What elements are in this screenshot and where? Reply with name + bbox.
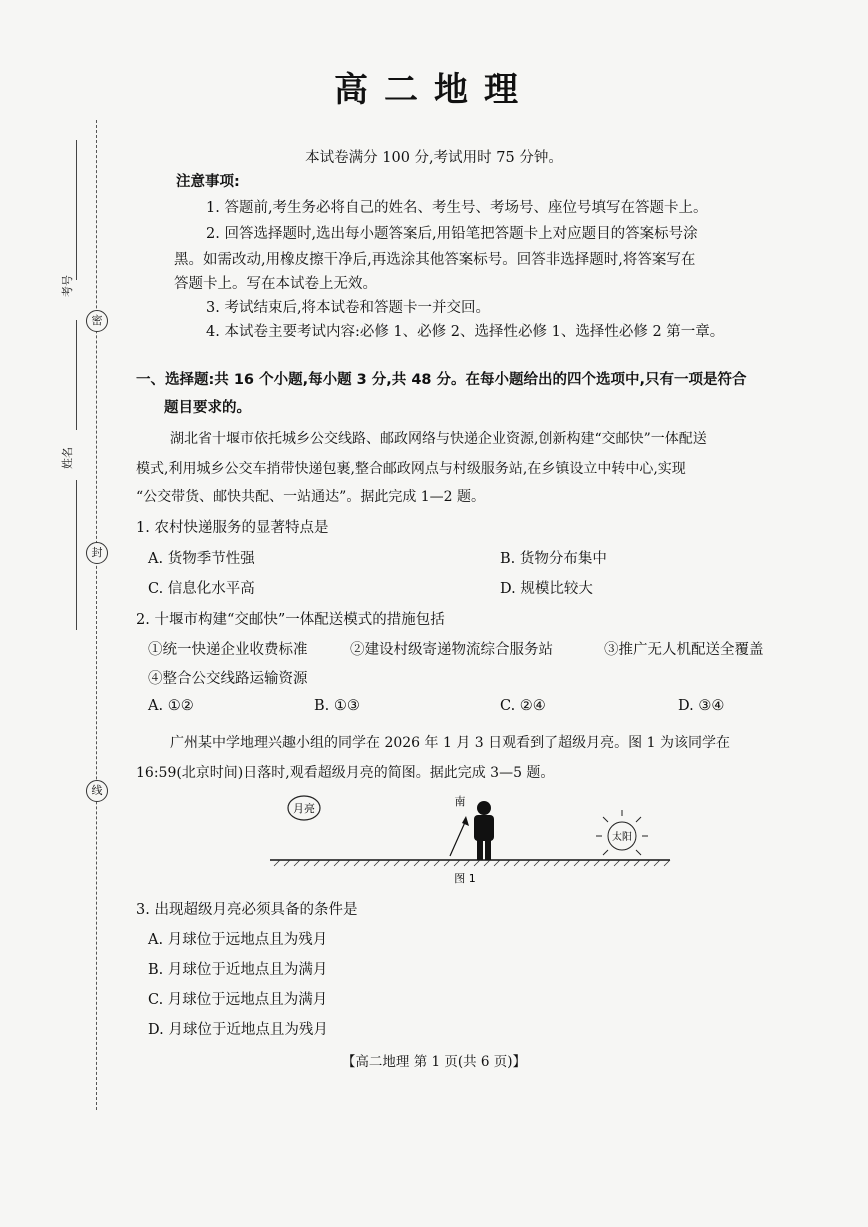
figure-1-diagram — [260, 788, 680, 884]
question-2-statement-2: ②建设村级寄递物流综合服务站 — [350, 642, 553, 658]
binding-dashed-line — [96, 120, 97, 1110]
question-3-stem: 3. 出现超级月亮必须具备的条件是 — [136, 902, 358, 918]
passage1-line3: “公交带货、邮快共配、一站通达”。据此完成 1—2 题。 — [136, 489, 486, 505]
section-heading-line1: 一、选择题:共 16 个小题,每小题 3 分,共 48 分。在每小题给出的四个选项中,只有一项是符合 — [136, 372, 747, 388]
question-2-option-b: B. ①③ — [314, 698, 360, 714]
name-underline-top — [76, 320, 77, 430]
question-2-option-c: C. ②④ — [500, 698, 546, 714]
view-direction-arrow — [450, 820, 466, 856]
seal-mark-xian: 线 — [86, 780, 108, 802]
note-item-1: 1. 答题前,考生务必将自己的姓名、考生号、考场号、座位号填写在答题卡上。 — [206, 200, 708, 216]
question-2-option-a: A. ①② — [148, 698, 194, 714]
question-2-stem: 2. 十堰市构建“交邮快”一体配送模式的措施包括 — [136, 612, 445, 628]
question-1-option-c: C. 信息化水平高 — [148, 581, 255, 597]
question-1-stem: 1. 农村快递服务的显著特点是 — [136, 520, 329, 536]
question-3-option-d: D. 月球位于近地点且为残月 — [148, 1022, 328, 1038]
note-item-2-line3: 答题卡上。写在本试卷上无效。 — [174, 276, 377, 292]
question-3-option-b: B. 月球位于近地点且为满月 — [148, 962, 328, 978]
name-label: 姓名 — [61, 447, 74, 469]
question-3-option-a: A. 月球位于远地点且为残月 — [148, 932, 328, 948]
section-heading-line2: 题目要求的。 — [164, 400, 251, 416]
notes-heading: 注意事项: — [176, 174, 240, 190]
note-item-2-line2: 黑。如需改动,用橡皮擦干净后,再选涂其他答案标号。回答非选择题时,将答案写在 — [174, 252, 696, 268]
figure-1-caption: 图 1 — [454, 872, 476, 884]
note-item-4: 4. 本试卷主要考试内容:必修 1、必修 2、选择性必修 1、选择性必修 2 第一章。 — [206, 324, 725, 340]
question-1-option-d: D. 规模比较大 — [500, 581, 593, 597]
passage2-line1: 广州某中学地理兴趣小组的同学在 2026 年 1 月 3 日观看到了超级月亮。图 1 为该同学在 — [170, 735, 730, 751]
name-underline-bottom — [76, 480, 77, 630]
question-2-statement-1: ①统一快递企业收费标准 — [148, 642, 308, 658]
question-1-option-a: A. 货物季节性强 — [148, 551, 255, 567]
note-item-3: 3. 考试结束后,将本试卷和答题卡一并交回。 — [206, 300, 491, 316]
page-title: 高二地理 — [334, 70, 534, 110]
question-2-option-d: D. ③④ — [678, 698, 725, 714]
ground-hatching — [274, 860, 670, 866]
sun-label: 太阳 — [612, 832, 632, 843]
seal-mark-mi: 密 — [86, 310, 108, 332]
exam-subtitle: 本试卷满分 100 分,考试用时 75 分钟。 — [305, 150, 563, 166]
passage1-line2: 模式,利用城乡公交车捎带快递包裹,整合邮政网点与村级服务站,在乡镇设立中转中心,实现 — [136, 461, 686, 477]
person-icon — [474, 801, 494, 860]
question-3-option-c: C. 月球位于远地点且为满月 — [148, 992, 328, 1008]
exam-number-label: 考号 — [61, 275, 74, 297]
seal-mark-feng: 封 — [86, 542, 108, 564]
page-footer: 【高二地理 第 1 页(共 6 页)】 — [341, 1054, 527, 1070]
question-2-statement-3: ③推广无人机配送全覆盖 — [604, 642, 764, 658]
passage1-line1: 湖北省十堰市依托城乡公交线路、邮政网络与快递企业资源,创新构建“交邮快”一体配送 — [170, 431, 707, 447]
passage2-line2: 16:59(北京时间)日落时,观看超级月亮的简图。据此完成 3—5 题。 — [136, 765, 555, 781]
south-label: 南 — [454, 795, 466, 808]
note-item-2-line1: 2. 回答选择题时,选出每小题答案后,用铅笔把答题卡上对应题目的答案标号涂 — [206, 226, 698, 242]
question-1-option-b: B. 货物分布集中 — [500, 551, 607, 567]
moon-label: 月亮 — [293, 802, 315, 815]
question-2-statement-4: ④整合公交线路运输资源 — [148, 671, 308, 687]
